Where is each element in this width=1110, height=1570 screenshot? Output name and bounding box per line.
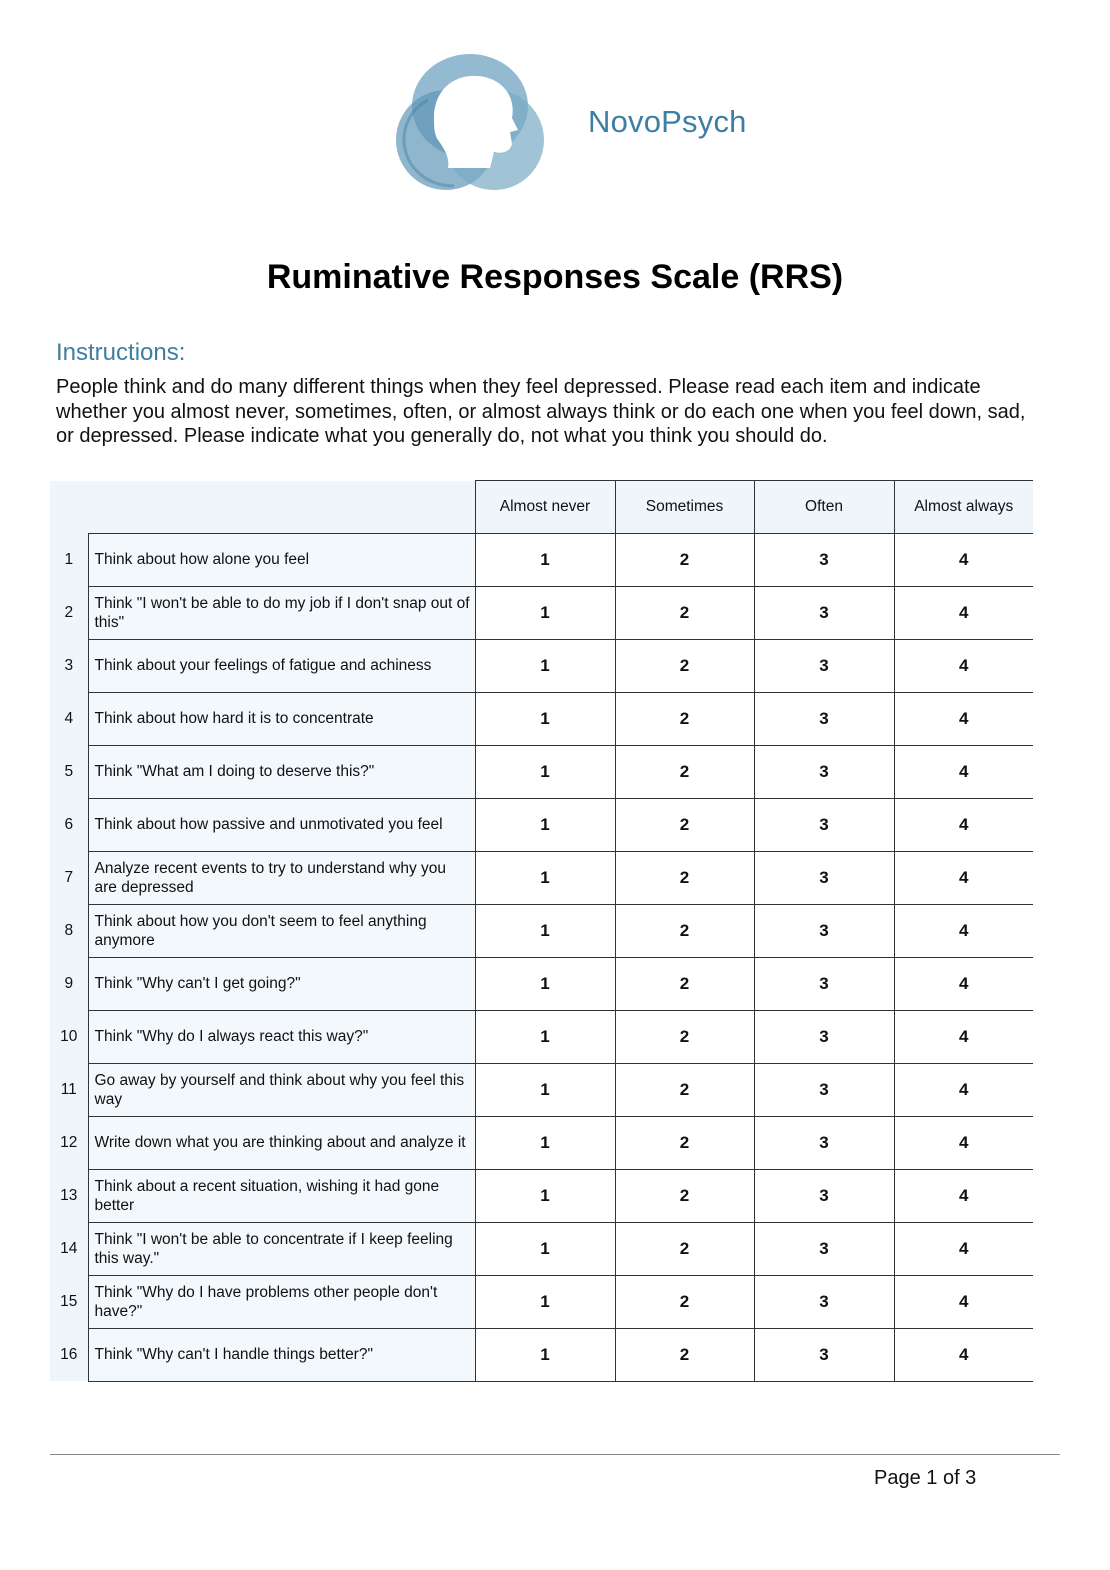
- item-number: 15: [50, 1275, 88, 1328]
- response-option[interactable]: 4: [894, 904, 1033, 957]
- response-option[interactable]: 4: [894, 639, 1033, 692]
- table-row: [50, 904, 1033, 957]
- item-text: Think about how alone you feel: [88, 533, 475, 586]
- response-option[interactable]: 2: [615, 851, 754, 904]
- response-option[interactable]: 3: [754, 798, 894, 851]
- response-option[interactable]: 2: [615, 1275, 754, 1328]
- instructions-heading: Instructions:: [56, 339, 186, 366]
- response-option[interactable]: 3: [754, 1063, 894, 1116]
- footer-divider: [50, 1454, 1060, 1455]
- item-text: Think about a recent situation, wishing it had gone better: [88, 1169, 475, 1222]
- response-option[interactable]: 1: [475, 957, 615, 1010]
- item-number: 3: [50, 639, 88, 692]
- header-blank-cell: [50, 481, 88, 534]
- response-option[interactable]: 1: [475, 745, 615, 798]
- response-option[interactable]: 2: [615, 745, 754, 798]
- response-option[interactable]: 2: [615, 1328, 754, 1381]
- response-option[interactable]: 4: [894, 745, 1033, 798]
- item-number: 5: [50, 745, 88, 798]
- item-text: Think about how hard it is to concentrate: [88, 692, 475, 745]
- item-text: Think about how passive and unmotivated you feel: [88, 798, 475, 851]
- response-option[interactable]: 4: [894, 1063, 1033, 1116]
- table-row: [50, 851, 1033, 904]
- response-option[interactable]: 1: [475, 1328, 615, 1381]
- item-text: Analyze recent events to try to understand why you are depressed: [88, 851, 475, 904]
- response-option[interactable]: 4: [894, 1328, 1033, 1381]
- item-number: 16: [50, 1328, 88, 1381]
- response-option[interactable]: 2: [615, 533, 754, 586]
- item-text: Write down what you are thinking about and analyze it: [88, 1116, 475, 1169]
- item-number: 8: [50, 904, 88, 957]
- response-option[interactable]: 4: [894, 692, 1033, 745]
- response-option[interactable]: 1: [475, 904, 615, 957]
- item-text: Think "Why do I have problems other people don't have?": [88, 1275, 475, 1328]
- response-option[interactable]: 2: [615, 1116, 754, 1169]
- response-option[interactable]: 2: [615, 798, 754, 851]
- item-number: 7: [50, 851, 88, 904]
- table-row: [50, 1328, 1033, 1381]
- rrs-questionnaire-table: [50, 480, 1033, 1382]
- response-option[interactable]: 4: [894, 586, 1033, 639]
- response-option[interactable]: 4: [894, 1275, 1033, 1328]
- table-row: [50, 1010, 1033, 1063]
- response-option[interactable]: 3: [754, 692, 894, 745]
- item-text: Think about your feelings of fatigue and achiness: [88, 639, 475, 692]
- response-option[interactable]: 1: [475, 1063, 615, 1116]
- response-option[interactable]: 1: [475, 798, 615, 851]
- response-option[interactable]: 3: [754, 745, 894, 798]
- item-number: 11: [50, 1063, 88, 1116]
- brand-logo: [390, 44, 750, 194]
- item-text: Think "What am I doing to deserve this?": [88, 745, 475, 798]
- table-row: [50, 692, 1033, 745]
- response-option[interactable]: 1: [475, 692, 615, 745]
- response-option[interactable]: 3: [754, 957, 894, 1010]
- response-option[interactable]: 4: [894, 1010, 1033, 1063]
- page-number: Page 1 of 3: [874, 1467, 977, 1489]
- table-row: [50, 1222, 1033, 1275]
- header-blank-cell: [88, 481, 475, 534]
- response-option[interactable]: 4: [894, 1169, 1033, 1222]
- response-option[interactable]: 4: [894, 1222, 1033, 1275]
- response-option[interactable]: 1: [475, 586, 615, 639]
- response-option[interactable]: 3: [754, 1275, 894, 1328]
- column-header: Almost never: [475, 481, 615, 534]
- response-option[interactable]: 1: [475, 533, 615, 586]
- response-option[interactable]: 3: [754, 1116, 894, 1169]
- response-option[interactable]: 1: [475, 1010, 615, 1063]
- response-option[interactable]: 4: [894, 798, 1033, 851]
- response-option[interactable]: 1: [475, 1275, 615, 1328]
- item-number: 10: [50, 1010, 88, 1063]
- table-row: [50, 1116, 1033, 1169]
- response-option[interactable]: 3: [754, 1010, 894, 1063]
- table-row: [50, 533, 1033, 586]
- response-option[interactable]: 3: [754, 586, 894, 639]
- table-row: [50, 586, 1033, 639]
- response-option[interactable]: 3: [754, 1169, 894, 1222]
- item-number: 13: [50, 1169, 88, 1222]
- item-number: 12: [50, 1116, 88, 1169]
- response-option[interactable]: 2: [615, 1169, 754, 1222]
- response-option[interactable]: 3: [754, 1222, 894, 1275]
- response-option[interactable]: 3: [754, 851, 894, 904]
- item-text: Think "I won't be able to concentrate if I keep feeling this way.": [88, 1222, 475, 1275]
- brand-name: NovoPsych: [588, 104, 747, 139]
- response-option[interactable]: 2: [615, 957, 754, 1010]
- table-row: [50, 1275, 1033, 1328]
- item-number: 1: [50, 533, 88, 586]
- item-text: Think "Why can't I handle things better?": [88, 1328, 475, 1381]
- item-number: 4: [50, 692, 88, 745]
- item-number: 6: [50, 798, 88, 851]
- table-row: [50, 639, 1033, 692]
- response-option[interactable]: 3: [754, 639, 894, 692]
- page-title: Ruminative Responses Scale (RRS): [266, 258, 844, 296]
- response-option[interactable]: 4: [894, 533, 1033, 586]
- head-profile-logo-icon: [394, 48, 546, 194]
- item-text: Think "Why can't I get going?": [88, 957, 475, 1010]
- table-row: [50, 957, 1033, 1010]
- item-text: Think "Why do I always react this way?": [88, 1010, 475, 1063]
- response-option[interactable]: 1: [475, 1169, 615, 1222]
- column-header: Often: [754, 481, 894, 534]
- response-option[interactable]: 2: [615, 1063, 754, 1116]
- table-row: [50, 745, 1033, 798]
- response-option[interactable]: 4: [894, 1116, 1033, 1169]
- item-number: 14: [50, 1222, 88, 1275]
- table-row: [50, 1169, 1033, 1222]
- response-option[interactable]: 2: [615, 1222, 754, 1275]
- table-row: [50, 798, 1033, 851]
- response-option[interactable]: 1: [475, 1222, 615, 1275]
- item-text: Think about how you don't seem to feel anything anymore: [88, 904, 475, 957]
- item-text: Go away by yourself and think about why you feel this way: [88, 1063, 475, 1116]
- response-option[interactable]: 2: [615, 586, 754, 639]
- table-row: [50, 1063, 1033, 1116]
- response-option[interactable]: 3: [754, 533, 894, 586]
- response-option[interactable]: 1: [475, 851, 615, 904]
- item-text: Think "I won't be able to do my job if I don't snap out of this": [88, 586, 475, 639]
- response-option[interactable]: 2: [615, 692, 754, 745]
- response-option[interactable]: 3: [754, 1328, 894, 1381]
- item-number: 9: [50, 957, 88, 1010]
- item-number: 2: [50, 586, 88, 639]
- response-option[interactable]: 1: [475, 1116, 615, 1169]
- response-option[interactable]: 2: [615, 1010, 754, 1063]
- table-header-row: [50, 481, 1033, 534]
- column-header: Almost always: [894, 481, 1033, 534]
- response-option[interactable]: 2: [615, 904, 754, 957]
- column-header: Sometimes: [615, 481, 754, 534]
- instructions-text: People think and do many different things when they feel depressed. Please read each item and indicate whether you almost never, sometimes, often, or almost always think or do each one when you feel down, sad, or depressed. Please indicate what you generally do, not what you think you should do.: [56, 376, 1026, 447]
- response-option[interactable]: 1: [475, 639, 615, 692]
- response-option[interactable]: 2: [615, 639, 754, 692]
- response-option[interactable]: 3: [754, 904, 894, 957]
- response-option[interactable]: 4: [894, 957, 1033, 1010]
- response-option[interactable]: 4: [894, 851, 1033, 904]
